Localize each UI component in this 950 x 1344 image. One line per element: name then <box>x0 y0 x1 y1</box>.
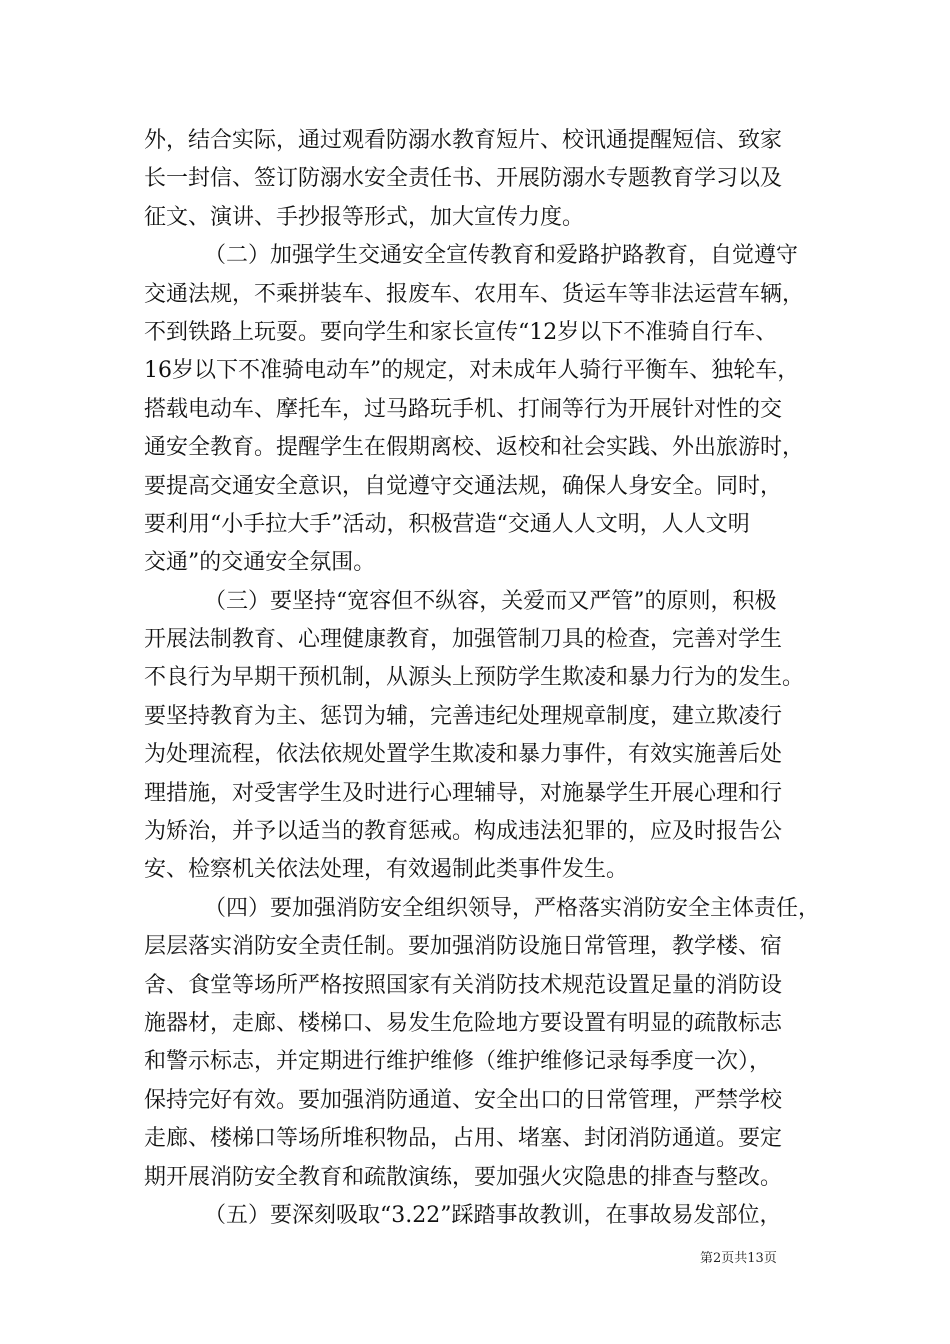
text-line: 通安全教育。提醒学生在假期离校、返校和社会实践、外出旅游时， <box>144 435 805 461</box>
text-line: 施器材，走廊、楼梯口、易发生危险地方要设置有明显的疏散标志 <box>144 1010 783 1036</box>
text-line: 安、检察机关依法处理，有效遏制此类事件发生。 <box>144 857 629 883</box>
text-line: 长一封信、签订防溺水安全责任书、开展防溺水专题教育学习以及 <box>144 166 783 192</box>
paragraph-3-first-line: （三）要坚持“宽容但不纵容，关爱而又严管”的原则，积极 <box>204 588 777 614</box>
paragraph-2-first-line: （二）加强学生交通安全宣传教育和爱路护路教育，自觉遵守 <box>204 243 799 269</box>
text-line: 征文、演讲、手抄报等形式，加大宣传力度。 <box>144 204 585 230</box>
text-line: 交通”的交通安全氛围。 <box>144 550 376 576</box>
text-line: 理措施，对受害学生及时进行心理辅导，对施暴学生开展心理和行 <box>144 780 783 806</box>
text-line: 不到铁路上玩耍。要向学生和家长宣传“12岁以下不准骑自行车、 <box>144 319 778 345</box>
paragraph-4-first-line: （四）要加强消防安全组织领导，严格落实消防安全主体责任， <box>204 895 821 921</box>
text-line: 层层落实消防安全责任制。要加强消防设施日常管理，教学楼、宿 <box>144 934 783 960</box>
page-number-footer: 第2页共13页 <box>700 1251 777 1266</box>
text-line: 走廊、楼梯口等场所堆积物品，占用、堵塞、封闭消防通道。要定 <box>144 1126 783 1152</box>
text-line: 开展法制教育、心理健康教育，加强管制刀具的检查，完善对学生 <box>144 627 783 653</box>
paragraph-5-first-line: （五）要深刻吸取“3.22”踩踏事故教训，在事故易发部位， <box>204 1202 782 1228</box>
text-line: 期开展消防安全教育和疏散演练，要加强火灾隐患的排查与整改。 <box>144 1164 783 1190</box>
text-line: 外，结合实际，通过观看防溺水教育短片、校讯通提醒短信、致家 <box>144 128 783 153</box>
text-line: 为处理流程，依法依规处置学生欺凌和暴力事件，有效实施善后处 <box>144 742 783 768</box>
text-line: 交通法规，不乘拼装车、报废车、农用车、货运车等非法运营车辆， <box>144 281 805 307</box>
document-body <box>144 122 821 1235</box>
text-line: 要提高交通安全意识，自觉遵守交通法规，确保人身安全。同时， <box>144 473 783 499</box>
text-line: 16岁以下不准骑电动车”的规定，对未成年人骑行平衡车、独轮车， <box>144 358 800 384</box>
text-line: 不良行为早期干预机制，从源头上预防学生欺凌和暴力行为的发生。 <box>144 665 805 691</box>
text-line: 要利用“小手拉大手”活动，积极营造“交通人人文明，人人文明 <box>144 511 750 537</box>
text-line: 为矫治，并予以适当的教育惩戒。构成违法犯罪的，应及时报告公 <box>144 819 783 845</box>
text-line: 和警示标志，并定期进行维护维修（维护维修记录每季度一次）， <box>144 1049 772 1075</box>
text-line: 搭载电动车、摩托车，过马路玩手机、打闹等行为开展针对性的交 <box>144 396 783 422</box>
text-line: 舍、食堂等场所严格按照国家有关消防技术规范设置足量的消防设 <box>144 972 783 998</box>
text-line: 要坚持教育为主、惩罚为辅，完善违纪处理规章制度，建立欺凌行 <box>144 703 783 729</box>
text-line: 保持完好有效。要加强消防通道、安全出口的日常管理，严禁学校 <box>144 1087 783 1113</box>
